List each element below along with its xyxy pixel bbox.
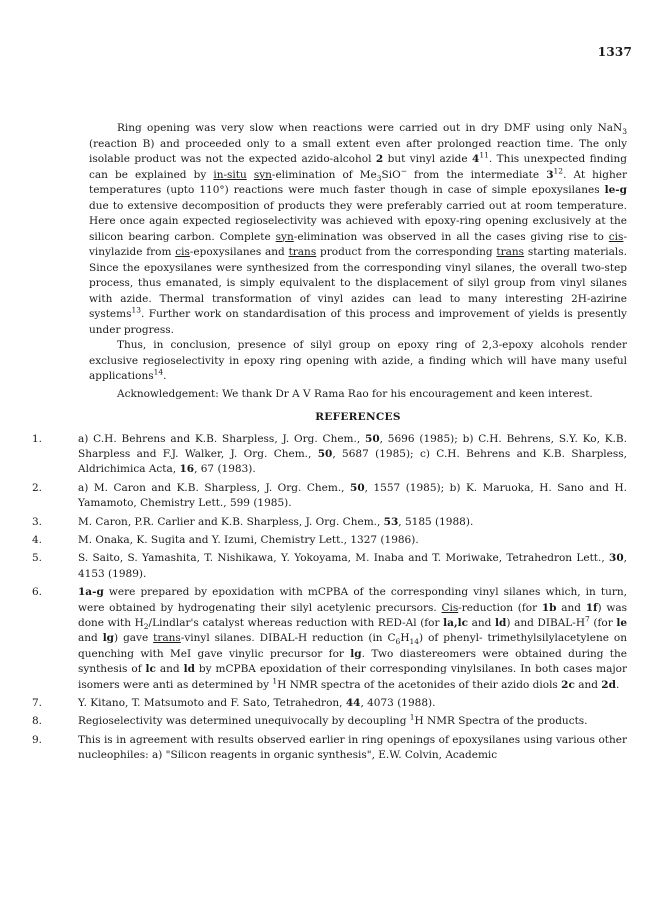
text-run: , 5687 (1985); c) C.H. Behrens and K.B. Sharpless, Aldrichimica Acta, — [78, 447, 627, 476]
text-run: ) gave — [114, 632, 154, 645]
text-run: , 5696 (1985); b) C.H. Behrens, S.Y. Ko, K.B. Sharpless and F.J. Walker, J. Org. Chem., — [78, 432, 627, 460]
text-run: H — [400, 632, 410, 645]
text-run: -vinyl silanes. DIBAL-H reduction (in C — [180, 632, 396, 645]
reference-number: 3. — [32, 515, 43, 528]
compound-number: 2d — [601, 678, 616, 691]
underlined-term: in-situ — [213, 168, 247, 181]
volume: 30 — [609, 552, 624, 565]
underlined-term: trans — [496, 246, 525, 258]
text-run: H NMR Spectra of the products. — [414, 715, 588, 728]
text-run: , 5185 (1988). — [398, 515, 474, 528]
citation-superscript: 14 — [153, 367, 164, 377]
reference-item — [32, 515, 627, 530]
underlined-term: syn — [275, 230, 294, 243]
compound-number: le — [616, 616, 628, 629]
text-run: S. Saito, S. Yamashita, T. Nishikawa, Y. Yokoyama, M. Inaba and T. Moriwake, Tetrahedron Lett., — [78, 552, 610, 565]
text-run: M. Caron, P.R. Carlier and K.B. Sharpless, J. Org. Chem., — [78, 515, 384, 528]
text-run: (for — [589, 616, 617, 629]
reference-item — [32, 585, 628, 693]
text-run: from the intermediate — [406, 168, 547, 181]
underlined-term: trans — [153, 632, 181, 645]
volume: 53 — [383, 515, 399, 528]
text-run: , 4073 (1988). — [360, 697, 436, 709]
compound-number: 1f — [585, 601, 598, 614]
text-run: , 4153 (1989). — [78, 552, 627, 580]
text-run: Y. Kitano, T. Matsumoto and F. Sato, Tetrahedron, — [78, 697, 346, 709]
reference-number: 9. — [32, 733, 43, 746]
text-run: /Lindlar's catalyst whereas reduction with RED-Al (for — [148, 616, 444, 629]
text-run: and — [556, 601, 586, 614]
text-run: -vinylazide from — [89, 230, 627, 258]
subscript: 2 — [143, 622, 149, 632]
compound-number: lg — [102, 632, 115, 645]
reference-number: 6. — [32, 586, 43, 599]
compound-number: la,lc — [443, 616, 468, 629]
reference-text — [78, 481, 627, 512]
text-run: -epoxysilanes and — [189, 246, 289, 258]
underlined-term: cis — [608, 230, 624, 243]
references-heading: REFERENCES — [315, 411, 401, 423]
text-run — [247, 169, 254, 181]
underlined-term: Cis — [441, 601, 459, 614]
text-run: (reaction B) and proceeded only to a small extent even after prolonged reaction time. The only isolable product was not the expected azido-alcohol — [89, 137, 627, 165]
text-run: , 1557 (1985); b) K. Maruoka, H. Sano and H. Yamamoto, Chemistry Lett., 599 (1985). — [78, 481, 627, 510]
text-run: ) of phenyl- trimethylsilylacetylene on quenching with MeI gave vinylic precursor for — [78, 632, 627, 660]
citation-superscript: 7 — [584, 614, 590, 624]
compound-number: lc — [145, 663, 156, 676]
underlined-term: cis — [175, 246, 190, 258]
article-body — [32, 121, 628, 767]
reference-text — [78, 551, 627, 582]
reference-number: 5. — [32, 552, 43, 565]
reference-item — [32, 432, 627, 478]
underlined-term: trans — [288, 246, 317, 258]
subscript: 14 — [409, 637, 420, 647]
paragraph-results — [89, 121, 627, 338]
superscript: − — [400, 166, 407, 175]
text-run: ) was done with H — [78, 601, 627, 629]
underlined-term: syn — [253, 168, 272, 181]
text-run: SiO — [381, 168, 401, 181]
reference-item — [32, 733, 627, 764]
compound-number: le-g — [604, 184, 627, 196]
text-run: -reduction (for — [458, 601, 542, 614]
text-run: and — [574, 678, 602, 691]
text-run: ) and DIBAL-H — [506, 616, 585, 629]
text-run: -elimination was observed in all the cases giving rise to — [293, 230, 609, 243]
compound-number: lg — [350, 647, 362, 660]
text-run: . — [163, 370, 167, 382]
text-run: and — [78, 632, 103, 645]
text-run: . Two diastereomers were obtained during the synthesis of — [78, 647, 628, 676]
page-number: 1337 — [597, 45, 632, 59]
text-run: . Further work on standardisation of this process and improvement of yields is presently under progress. — [89, 308, 627, 336]
text-run: Thus, in conclusion, presence of silyl group on epoxy ring of 2,3-epoxy alcohols render exclusive regioselectivity in epoxy ring opening with azide, a finding which will have many useful applications — [89, 339, 627, 382]
text-run: but vinyl azide — [383, 153, 473, 165]
compound-number: 1b — [541, 601, 557, 614]
reference-text — [78, 585, 627, 693]
reference-item — [32, 551, 627, 582]
reference-text — [78, 696, 627, 711]
compound-number: 1a-g — [78, 586, 104, 599]
superscript: 1 — [409, 712, 415, 722]
compound-number: 2 — [375, 153, 384, 165]
volume: 16 — [179, 463, 195, 476]
reference-text: M. Onaka, K. Sugita and Y. Izumi, Chemistry Lett., 1327 (1986). — [78, 533, 419, 546]
reference-number: 8. — [32, 715, 43, 728]
reference-number: 4. — [32, 533, 43, 546]
reference-text — [78, 432, 627, 478]
volume: 50 — [317, 447, 333, 460]
text-run: and — [468, 616, 495, 629]
text-run: a) M. Caron and K.B. Sharpless, J. Org. Chem., — [78, 481, 351, 494]
text-run: Regioselectivity was determined unequivocally by decoupling — [78, 715, 410, 728]
reference-text: This is in agreement with results observed earlier in ring openings of epoxysilanes using various other nucleophiles: a) "Silicon reagents in organic synthesis", E.W. Colvin, Academic — [78, 733, 627, 762]
superscript: 1 — [272, 676, 278, 686]
compound-number: 3 — [546, 168, 554, 181]
reference-list — [32, 432, 628, 764]
reference-item — [32, 712, 627, 729]
citation-superscript: 12 — [553, 166, 564, 175]
text-run: Ring opening was very slow when reactions were carried out in dry DMF using only NaN — [117, 122, 623, 134]
text-run: and — [155, 663, 184, 676]
subscript: 3 — [622, 127, 627, 137]
text-run: product from the corresponding — [316, 246, 497, 258]
text-run: due to extensive decomposition of products they were preferably carried out at room temperature. Here once again expected regioselectivity was achieved with epoxy-ring opening exclusively at the silicon bearing carbon. Complete — [89, 199, 627, 243]
text-run: starting materials. Since the epoxysilanes were synthesized from the corresponding vinyl silanes, the overall two-step process, thus emanated, is simply equivalent to the displacement of silyl group from vinyl silanes with azide. Thermal transformation of vinyl azides can lead to many interesting 2H-azirine systems — [89, 246, 627, 320]
text-run: , 67 (1983). — [194, 463, 256, 476]
volume: 44 — [345, 697, 361, 709]
volume: 50 — [350, 481, 365, 494]
reference-text — [78, 714, 627, 729]
reference-item — [32, 481, 627, 512]
text-run: H NMR spectra of the acetonides of their azido diols — [277, 678, 562, 691]
paragraph-conclusion — [89, 338, 627, 385]
reference-number: 7. — [32, 697, 43, 709]
text-run: were prepared by epoxidation with mCPBA of the corresponding vinyl silanes which, in turn, were obtained by hydrogenating their silyl acetylenic precursors. — [78, 586, 627, 614]
reference-number: 1. — [32, 432, 43, 445]
text-run: . This unexpected finding can be explained by — [89, 153, 628, 181]
acknowledgement: Acknowledgement: We thank Dr A V Rama Rao for his encouragement and keen interest. — [117, 387, 593, 400]
subscript: 3 — [376, 173, 382, 183]
citation-superscript: 13 — [131, 305, 142, 315]
compound-number: ld — [183, 663, 195, 676]
text-run: by mCPBA epoxidation of their corresponding vinylsilanes. In both cases major isomers were anti as determined by — [78, 663, 628, 691]
text-run: -elimination of Me — [271, 168, 377, 181]
compound-number: 4 — [472, 153, 480, 165]
text-run: . At higher temperatures (upto 110°) reactions were much faster though in case of simple epoxysilanes — [89, 168, 628, 196]
compound-number: 2c — [561, 678, 575, 691]
text-run: . — [615, 678, 620, 691]
volume: 50 — [365, 432, 380, 445]
reference-item — [32, 696, 627, 711]
compound-number: ld — [495, 616, 507, 629]
text-run: a) C.H. Behrens and K.B. Sharpless, J. Org. Chem., — [78, 432, 366, 445]
citation-superscript: 11 — [479, 150, 489, 160]
subscript: 6 — [395, 637, 401, 647]
reference-item — [32, 533, 627, 548]
reference-number: 2. — [32, 481, 43, 494]
reference-text — [78, 515, 627, 530]
